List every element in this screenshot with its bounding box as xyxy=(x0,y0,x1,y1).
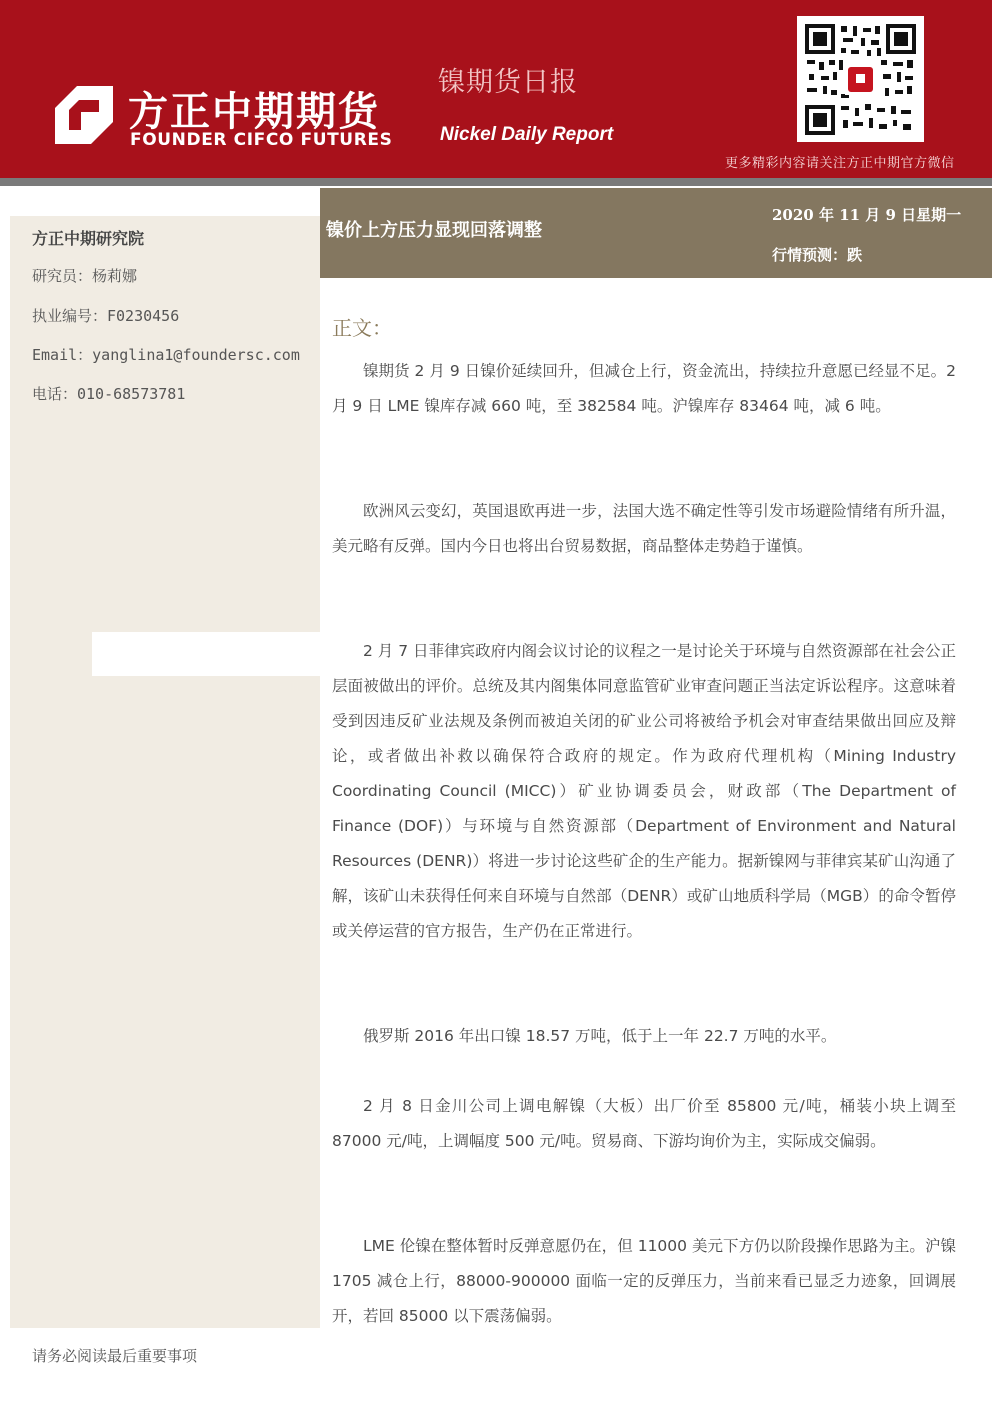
license-number: 执业编号：F0230456 xyxy=(32,307,180,325)
report-date: 2020 年 11 月 9 日星期一 xyxy=(772,206,962,224)
body-paragraph: 2 月 7 日菲律宾政府内阁会议讨论的议程之一是讨论关于环境与自然资源部在社会公正层面被做出的评价。总统及其内阁集体同意监管矿业审查问题正当法定诉讼程序。这意味着受到因违反矿业法规及条例而被迫关闭的矿业公司将被给予机会对审查结果做出回应及辩论，或者做出补救以确保符合政府的规定。作为政府代理机构（Mining Industry Coordinating Council (MICC)）矿业协调委员会，财政部（The Department of Finance (DOF)）与环境与自然资源部（Department of Environment and Natural Resources (DENR)）将进一步讨论这些矿企的生产能力。据新镍网与菲律宾某矿山沟通了解，该矿山未获得任何来自环境与自然部（DENR）或矿山地质科学局（MGB）的命令暂停或关停运营的官方报告，生产仍在正常进行。 xyxy=(332,642,956,940)
disclaimer-note: 请务必阅读最后重要事项 xyxy=(32,1347,198,1365)
topic-bar xyxy=(320,188,992,278)
report-header xyxy=(0,0,992,178)
body-paragraph: 俄罗斯 2016 年出口镍 18.57 万吨，低于上一年 22.7 万吨的水平。 xyxy=(363,1027,837,1045)
wechat-follow-note: 更多精彩内容请关注方正中期官方微信 xyxy=(725,156,955,171)
report-title: 镍期货日报 xyxy=(438,67,578,98)
header-divider xyxy=(0,178,992,186)
market-forecast: 行情预测：跌 xyxy=(772,246,863,264)
founder-logo-icon xyxy=(55,86,113,144)
analyst-name: 研究员：杨莉娜 xyxy=(32,267,138,285)
analyst-phone: 电话：010-68573781 xyxy=(32,385,186,403)
body-paragraph: 2 月 8 日金川公司上调电解镍（大板）出厂价至 85800 元/吨，桶装小块上调至 87000 元/吨，上调幅度 500 元/吨。贸易商、下游均询价为主，实际成交偏弱。 xyxy=(332,1097,956,1150)
wechat-qr-code xyxy=(797,16,924,142)
body-heading: 正文： xyxy=(332,316,392,340)
body-paragraph: 欧洲风云变幻，英国退欧再进一步，法国大选不确定性等引发市场避险情绪有所升温，美元略有反弹。国内今日也将出台贸易数据，商品整体走势趋于谨慎。 xyxy=(332,502,956,555)
company-name-en: FOUNDER CIFCO FUTURES xyxy=(130,130,393,150)
topic-title: 镍价上方压力显现回落调整 xyxy=(326,220,542,241)
body-paragraph: LME 伦镍在整体暂时反弹意愿仍在，但 11000 美元下方仍以阶段操作思路为主。沪镍 1705 减仓上行，88000-900000 面临一定的反弹压力，当前来看已显乏力迹象，回调展开，若回 85000 以下震荡偏弱。 xyxy=(332,1237,956,1325)
analyst-email: Email：yanglina1@foundersc.com xyxy=(32,346,300,364)
analyst-sidebar xyxy=(10,216,320,1328)
research-institute: 方正中期研究院 xyxy=(32,229,145,248)
report-subtitle: Nickel Daily Report xyxy=(440,124,614,145)
company-name-cn: 方正中期期货 xyxy=(128,89,380,135)
qr-code-icon xyxy=(805,24,916,135)
body-paragraph: 镍期货 2 月 9 日镍价延续回升，但减仓上行，资金流出，持续拉升意愿已经显不足。2 月 9 日 LME 镍库存减 660 吨，至 382584 吨。沪镍库存 83464 吨，减 6 吨。 xyxy=(332,362,956,415)
